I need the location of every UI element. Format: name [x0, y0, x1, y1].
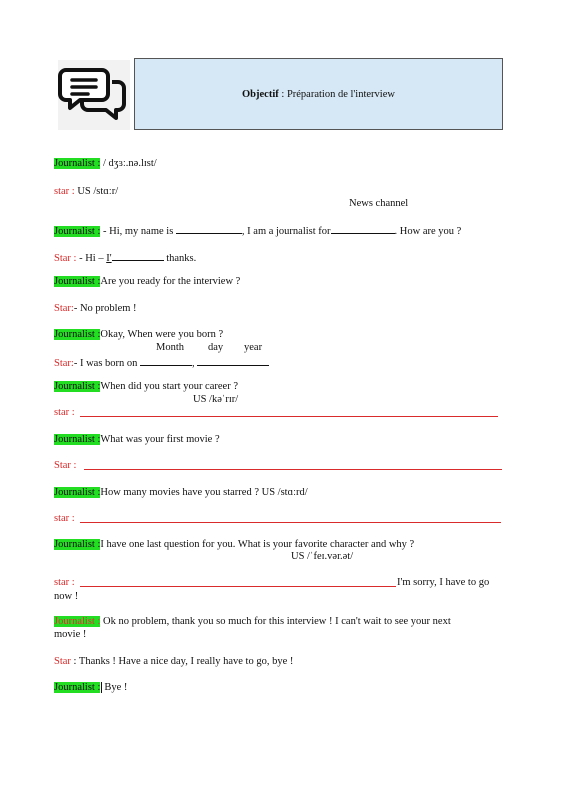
- name-blank[interactable]: [176, 223, 242, 234]
- month-blank[interactable]: [140, 355, 192, 366]
- star-hi-text: - Hi –: [79, 253, 107, 264]
- answer-line[interactable]: [80, 586, 396, 587]
- bye-answer: : Thanks ! Have a nice day, I really have to go, bye !: [70, 656, 294, 667]
- star-label: Star:: [54, 303, 74, 314]
- star-label: star :: [54, 186, 75, 197]
- intro-text-a: - Hi, my name is: [100, 226, 176, 237]
- line-journalist-bye: [54, 682, 127, 693]
- journalist-label: Journalist :: [54, 158, 101, 169]
- star-label: Star:: [54, 358, 74, 369]
- career-pronunciation: US /kəˈrɪr/: [193, 394, 239, 405]
- favorite-pronunciation: US /ˈfeɪ.vər.ət/: [291, 551, 354, 562]
- movie-wrap-text: movie !: [54, 629, 87, 640]
- line-journalist-pron: [54, 158, 157, 169]
- line-star-bye: [54, 656, 293, 667]
- star-hi-i: I': [106, 253, 112, 264]
- line-star-born: [54, 355, 269, 369]
- answer-blank[interactable]: [112, 250, 164, 261]
- comma: ,: [192, 358, 195, 369]
- now-text: now !: [54, 591, 79, 602]
- answer-line[interactable]: [84, 469, 502, 470]
- objective-sep: :: [278, 88, 287, 100]
- objective-banner: [134, 58, 503, 130]
- answer-line[interactable]: [80, 522, 501, 523]
- journalist-pronunciation: / dʒɜː.nə.lɪst/: [100, 158, 157, 169]
- bye-text: Bye !: [101, 682, 127, 693]
- line-star-pron: [54, 186, 118, 197]
- intro-text-b: , I am a journalist for: [241, 226, 331, 237]
- born-answer-text: - I was born on: [73, 358, 141, 369]
- star-label: star :: [54, 407, 75, 418]
- journalist-label: Journalist :: [54, 487, 101, 498]
- star-label: Star: [54, 656, 71, 667]
- line-journalist-thanks: [54, 616, 451, 627]
- chat-bubbles-icon: [58, 60, 130, 130]
- objective-label: Objectif: [242, 88, 279, 100]
- line-journalist-movie: [54, 434, 220, 445]
- star-label: Star :: [54, 253, 80, 264]
- hint-year: year: [244, 342, 263, 353]
- news-channel-hint: News channel: [349, 198, 409, 209]
- thanks-text: Ok no problem, thank you so much for this interview ! I can't wait to see your next: [100, 616, 451, 627]
- ready-question: Are you ready for the interview ?: [100, 276, 241, 287]
- no-problem-text: - No problem !: [73, 303, 137, 314]
- line-journalist-starred: [54, 487, 308, 498]
- movie-question: What was your first movie ?: [100, 434, 220, 445]
- hint-month: Month: [156, 342, 185, 353]
- journalist-label: Journalist :: [54, 226, 101, 237]
- line-journalist-intro: [54, 223, 461, 237]
- answer-line[interactable]: [80, 416, 498, 417]
- journalist-label: Journalist :: [54, 682, 101, 693]
- line-journalist-favorite: [54, 539, 414, 550]
- line-star-no-problem: [54, 303, 137, 314]
- star-label: star :: [54, 577, 75, 588]
- journalist-label: Journalist :: [54, 276, 101, 287]
- favorite-question: I have one last question for you. What is your favorite character and why ?: [100, 539, 415, 550]
- journalist-label: Journalist :: [54, 539, 101, 550]
- sorry-text: I'm sorry, I have to go: [397, 577, 490, 588]
- hint-day: day: [208, 342, 224, 353]
- starred-question: How many movies have you starred ? US /stɑːrd/: [100, 487, 308, 498]
- journalist-label: Journalist :: [54, 381, 101, 392]
- star-pronunciation: US /stɑːr/: [74, 186, 119, 197]
- journalist-label: Journalist :: [54, 616, 101, 627]
- objective-text: Préparation de l'interview: [286, 88, 395, 100]
- career-question: When did you start your career ?: [100, 381, 238, 392]
- journalist-label: Journalist :: [54, 329, 101, 340]
- born-question: Okay, When were you born ?: [100, 329, 224, 340]
- intro-text-c: . How are you ?: [394, 226, 462, 237]
- line-journalist-career: [54, 381, 238, 392]
- line-journalist-born: [54, 329, 223, 340]
- year-blank[interactable]: [197, 355, 269, 366]
- journalist-label: Journalist :: [54, 434, 101, 445]
- line-journalist-ready: [54, 276, 240, 287]
- channel-blank[interactable]: [331, 223, 395, 234]
- star-label: Star :: [54, 460, 77, 471]
- star-label: star :: [54, 513, 75, 524]
- star-hi-thanks: thanks.: [163, 253, 197, 264]
- line-star-hi: [54, 250, 196, 264]
